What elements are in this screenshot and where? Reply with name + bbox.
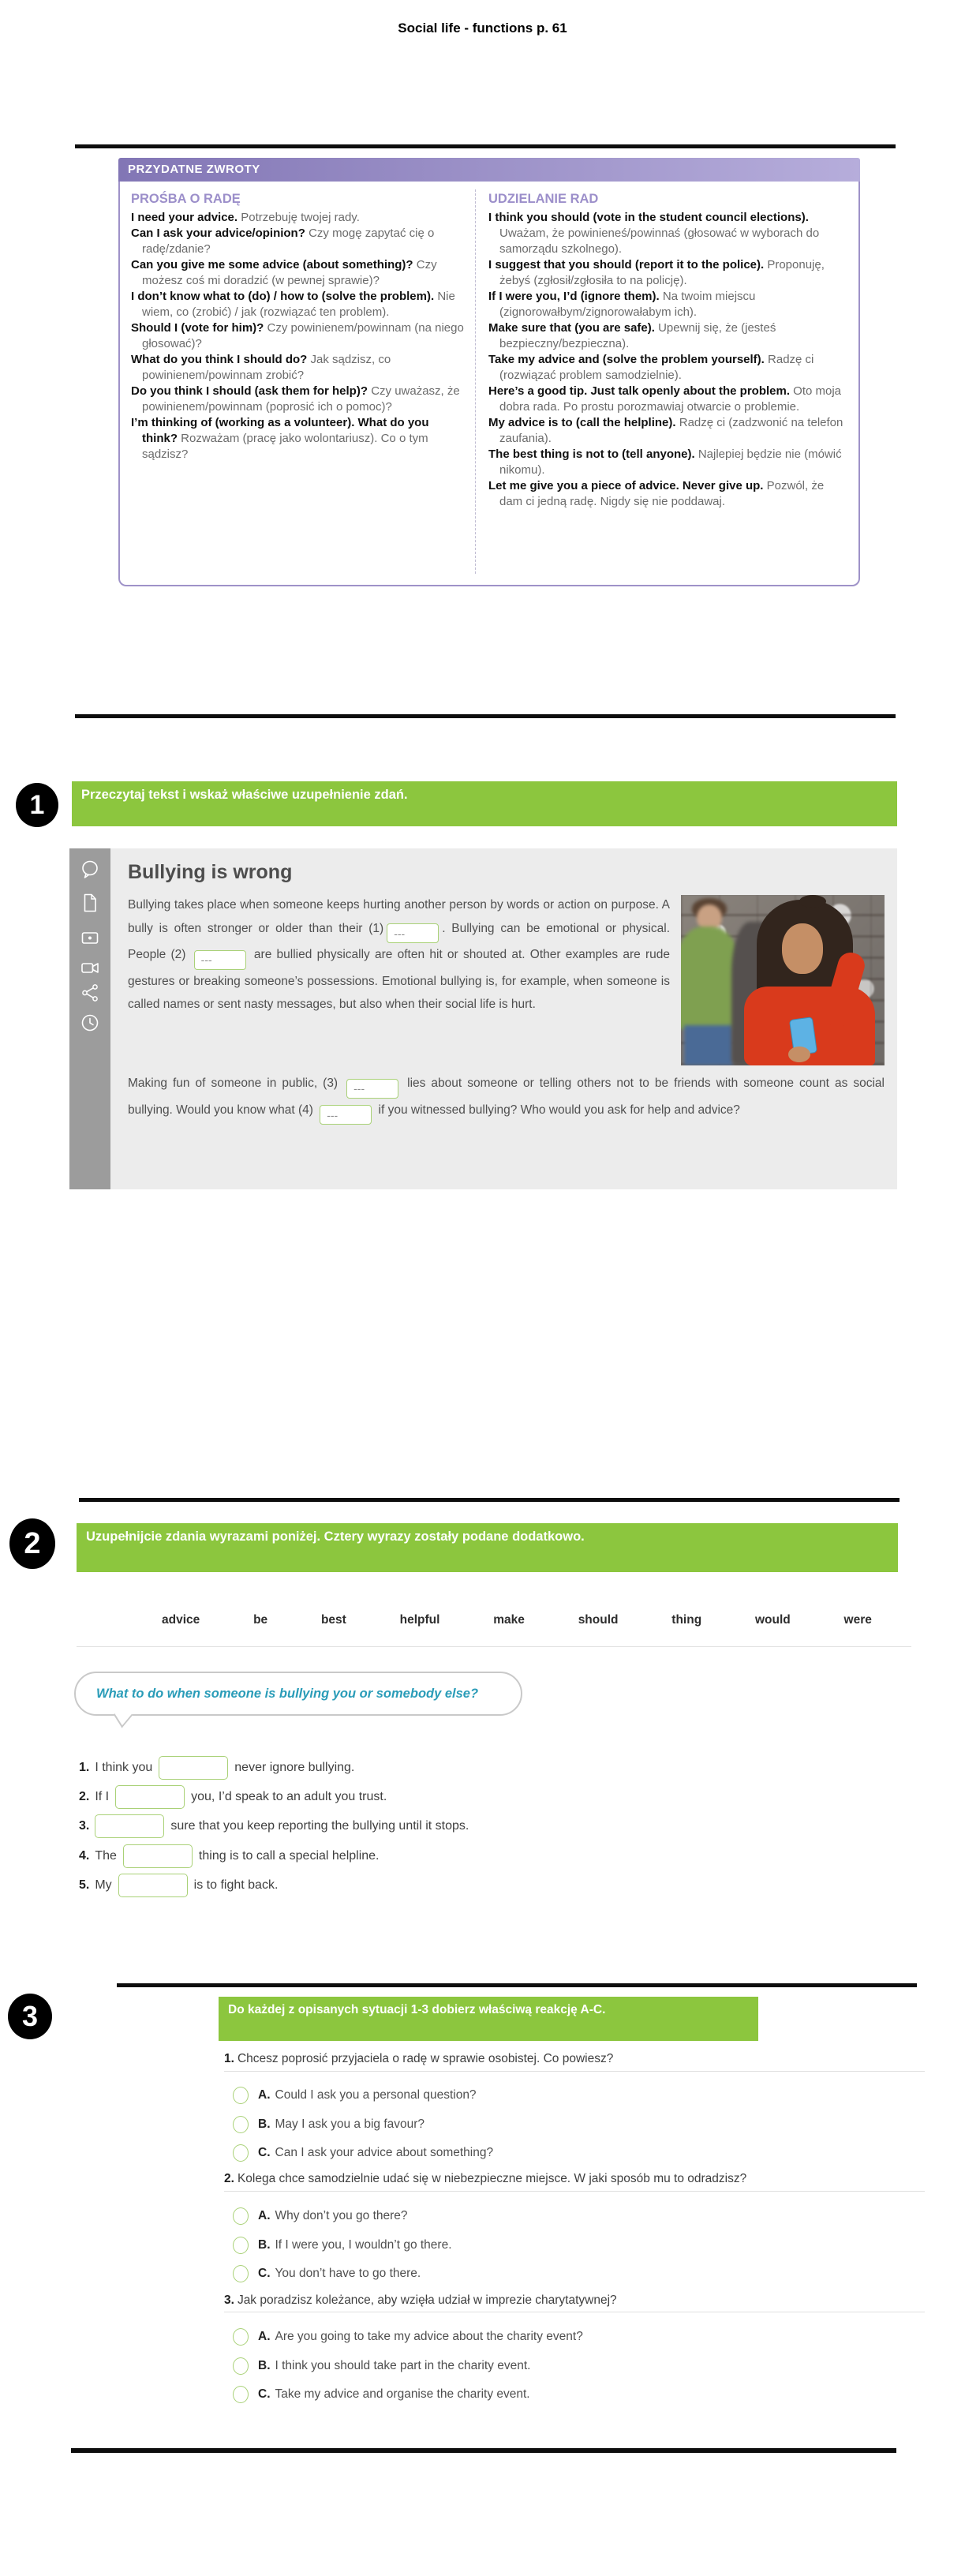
girl-face [782,923,823,974]
radio-button[interactable] [233,2207,249,2225]
question-1-option-b: B. May I ask you a big favour? [233,2115,425,2134]
phrase-entry: I think you should (vote in the student council elections). Uważam, że powinieneś/powinnaś (głosować w wyborach do samorządu szkolnego). [488,211,820,256]
asking-heading: PROŚBA O RADĘ [131,192,241,206]
phrase-entry: Take my advice and (solve the problem yourself). Radzę ci (rozwiązać problem samodzielnie). [488,353,814,382]
girl-hair-bun [799,895,826,908]
word-bank-item[interactable]: helpful [399,1613,440,1627]
divider-section-3 [117,1983,917,1987]
word-bank-item[interactable]: would [754,1613,791,1627]
question-1-divider [224,2071,925,2072]
article-title: Bullying is wrong [128,861,293,883]
gap-3[interactable]: --- [346,1079,398,1099]
question-1: 1. Chcesz poprosić przyjaciela o radę w sprawie osobistej. Co powiesz? [224,2052,614,2065]
girl-hand [788,1046,810,1062]
word-bank-item[interactable]: thing [671,1613,702,1627]
share-icon[interactable] [80,983,100,1003]
exercise-1-badge: 1 [16,783,58,827]
question-2-option-c: C. You don’t have to go there. [233,2264,421,2283]
article [110,848,897,1189]
article-paragraph-1: Bullying takes place when someone keeps hurting another person by words or action on purpose. A bully is often stronger or older than their (1) --- . Bullying can be emotional or physical. People (2) --- are bullied physically are often hit or shouted at. Other examples are rude gestures or breaking someone’s possessions. Emotional bullying is, for example, when someone is called names or sent nasty messages, but also when their social life is hurt. [128,898,670,1011]
phrase-entry: I suggest that you should (report it to the police). Proponuję, żebyś (zgłosił/zgłosiła to na policję). [488,258,825,287]
exercise-1-reader [69,848,897,1189]
sentence-1: 1. I think you never ignore bullying. [79,1755,354,1780]
answer-blank-1[interactable] [159,1756,228,1780]
radio-button[interactable] [233,2144,249,2162]
phrase-entry: What do you think I should do? Jak sądzisz, co powinienem/powinnam zrobić? [131,353,391,382]
phrase-entry: Can you give me some advice (about something)? Czy możesz coś mi doradzić (w pewnej sprawie)? [131,258,437,287]
phrase-entry: Do you think I should (ask them for help)? Czy uważasz, że powinienem/powinnam (poprosić ich o pomoc)? [131,384,460,414]
gap-2[interactable]: --- [194,950,246,970]
speech-bubble-tail [114,1702,133,1728]
phrasebook-column-asking [131,189,475,574]
phrasebook-column-giving [475,189,847,574]
gap-4[interactable]: --- [320,1105,372,1125]
divider-bottom [71,2448,896,2453]
sentence-3: 3. sure that you keep reporting the bullying until it stops. [79,1814,469,1839]
word-bank-item[interactable]: be [253,1613,268,1627]
radio-button[interactable] [233,2237,249,2254]
phrase-entry: My advice is to (call the helpline). Radzę ci (zadzwonić na telefon zaufania). [488,416,843,445]
phrase-entry: Here’s a good tip. Just talk openly about the problem. Oto moja dobra rada. Po prostu porozmawiaj otwarcie o problemie. [488,384,842,414]
radio-button[interactable] [233,2087,249,2104]
ebook-toolbar [69,848,110,1189]
sentence-4: 4. The thing is to call a special helpline. [79,1844,380,1869]
radio-button[interactable] [233,2386,249,2403]
phrase-entry: I don’t know what to (do) / how to (solve the problem). Nie wiem, co (zrobić) / jak (rozwiązać ten problem). [131,290,455,319]
bystander-jeans [684,1025,733,1065]
phrase-entry: Let me give you a piece of advice. Never give up. Pozwól, że dam ci jedną radę. Nigdy się nie poddawaj. [488,479,825,508]
radio-button[interactable] [233,2116,249,2133]
sentence-2: 2. If I you, I’d speak to an adult you trust. [79,1784,387,1810]
camera-icon[interactable] [80,927,100,948]
bullying-photo [681,895,885,1065]
document-icon[interactable] [80,893,100,913]
exercise-3-instruction: Do każdej z opisanych sytuacji 1-3 dobierz właściwą reakcję A-C. [219,1997,758,2041]
question-3: 3. Jak poradzisz koleżance, aby wzięła udział w imprezie charytatywnej? [224,2293,617,2307]
sentence-5: 5. My is to fight back. [79,1873,278,1898]
question-1-option-c: C. Can I ask your advice about something? [233,2144,493,2162]
article-paragraph-2: Making fun of someone in public, (3) --- lies about someone or telling others not to be friends with someone count as social bullying. Would you know what (4) --- if you witnessed bullying? Who would you ask for help and advice? [128,1072,885,1125]
question-2: 2. Kolega chce samodzielnie udać się w niebezpieczne miejsce. W jaki sposób mu to odradzisz? [224,2172,747,2185]
divider-section-1 [75,714,896,718]
answer-blank-2[interactable] [115,1785,185,1809]
page-title: Social life - functions p. 61 [398,21,567,36]
question-2-option-a: A. Why don’t you go there? [233,2207,408,2226]
phrasebook-body [118,182,860,586]
radio-button[interactable] [233,2328,249,2346]
exercise-2-badge: 2 [9,1518,55,1569]
exercise-3-badge: 3 [8,1994,52,2039]
answer-blank-3[interactable] [95,1814,164,1838]
word-bank-item[interactable]: should [578,1613,619,1627]
radio-button[interactable] [233,2265,249,2282]
phrase-entry: Make sure that (you are safe). Upewnij się, że (jesteś bezpieczny/bezpieczna). [488,321,776,350]
phrase-entry: The best thing is not to (tell anyone). Najlepiej będzie nie (mówić nikomu). [488,447,842,477]
phrase-entry: Can I ask your advice/opinion? Czy mogę zapytać cię o radę/zdanie? [131,227,435,256]
word-bank-divider [77,1646,911,1647]
question-2-option-b: B. If I were you, I wouldn’t go there. [233,2236,452,2255]
phrase-entry: I’m thinking of (working as a volunteer). What do you think? Rozważam (pracę jako wolontariusz). Co o tym sądzisz? [131,416,429,461]
phrase-entry: Should I (vote for him)? Czy powinienem/powinnam (na niego głosować)? [131,321,464,350]
question-1-option-a: A. Could I ask you a personal question? [233,2086,477,2105]
question-3-option-a: A. Are you going to take my advice about the charity event? [233,2327,583,2346]
word-bank-item[interactable]: make [493,1613,525,1627]
gap-1[interactable]: --- [387,923,439,943]
speech-bubble [74,1672,522,1716]
giving-heading: UDZIELANIE RAD [488,192,599,206]
exercise-1-instruction: Przeczytaj tekst i wskaż właściwe uzupełnienie zdań. [72,781,897,826]
radio-button[interactable] [233,2357,249,2375]
phrase-entry: If I were you, I’d (ignore them). Na twoim miejscu (zignorowałbym/zignorowałabym ich). [488,290,756,319]
question-3-option-b: B. I think you should take part in the charity event. [233,2357,530,2376]
speech-bubble-text: What to do when someone is bullying you or somebody else? [96,1686,479,1701]
phrasebook-box [118,158,860,586]
video-camera-icon[interactable] [80,957,100,978]
word-bank-item[interactable]: were [843,1613,872,1627]
question-2-divider [224,2191,925,2192]
divider-top [75,144,896,148]
exercise-2-instruction: Uzupełnijcie zdania wyrazami poniżej. Cztery wyrazy zostały podane dodatkowo. [77,1523,898,1572]
divider-section-2 [79,1498,900,1502]
answer-blank-4[interactable] [123,1844,193,1868]
phrase-entry: I need your advice. Potrzebuję twojej rady. [131,211,360,224]
word-bank-item[interactable]: best [320,1613,346,1627]
question-3-option-c: C. Take my advice and organise the charity event. [233,2385,530,2404]
clock-icon[interactable] [80,1013,100,1033]
speech-bubble-icon[interactable] [80,859,100,880]
word-bank-item[interactable]: advice [162,1613,200,1627]
word-bank [162,1613,872,1627]
answer-blank-5[interactable] [118,1874,188,1897]
phrasebook-header: PRZYDATNE ZWROTY [118,158,860,182]
